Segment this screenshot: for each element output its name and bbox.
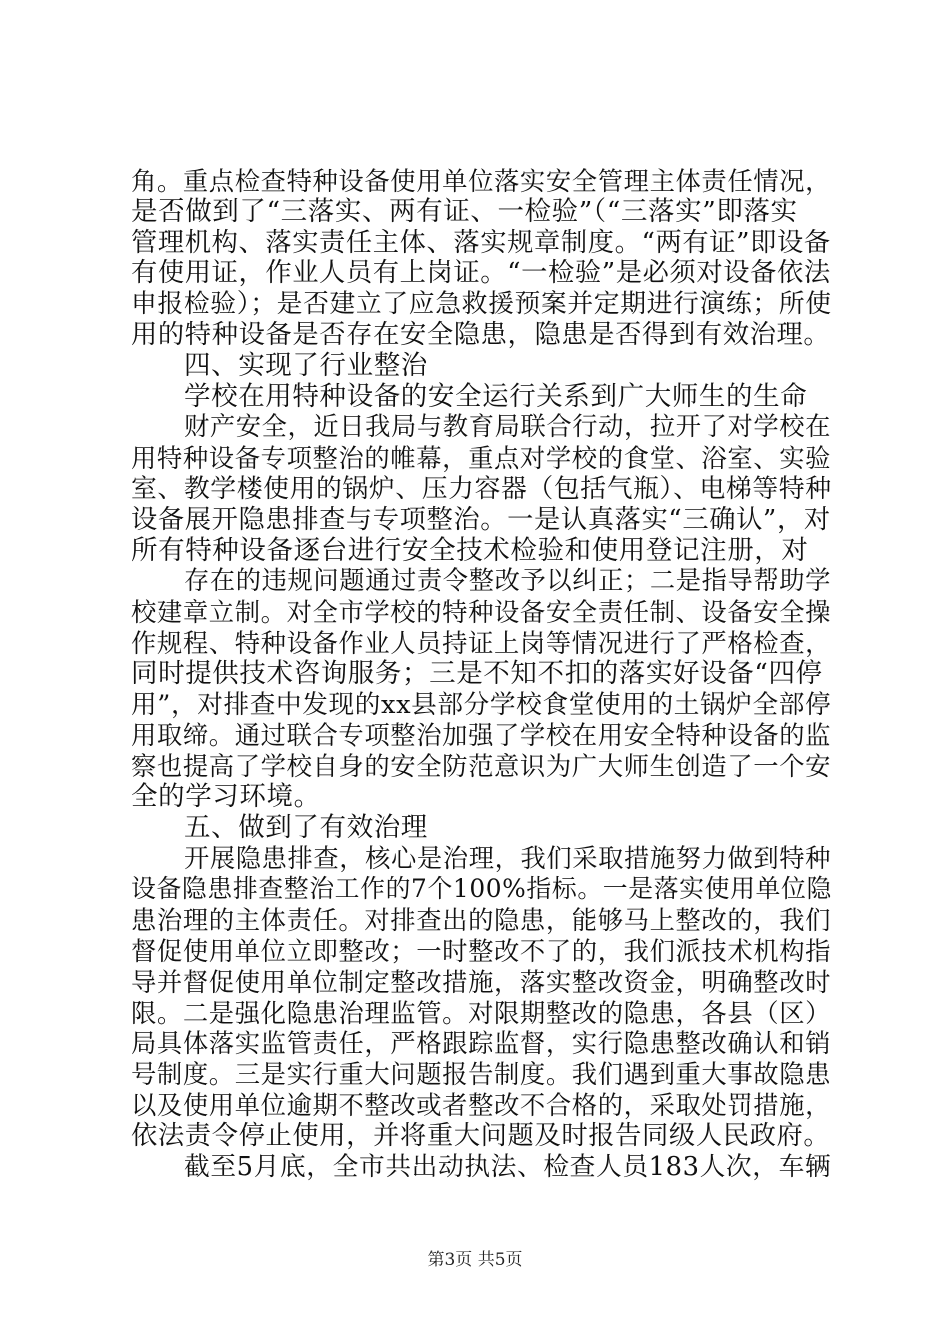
text-line: 截至5月底，全市共出动执法、检查人员183人次，车辆 <box>184 1151 832 1182</box>
text-line: 开展隐患排查，核心是治理，我们采取措施努力做到特种 <box>184 843 832 873</box>
text-line: 存在的违规问题通过责令整改予以纠正；二是指导帮助学 <box>184 566 832 596</box>
text-line: 限。二是强化隐患治理监管。对限期整改的隐患，各县（区） <box>131 997 832 1028</box>
text-line: 所有特种设备逐台进行安全技术检验和使用登记注册，对 <box>131 534 809 566</box>
text-line: 五、做到了有效治理 <box>184 811 428 843</box>
text-line: 用特种设备专项整治的帷幕，重点对学校的食堂、浴室、实验 <box>131 443 832 474</box>
text-line: 有使用证，作业人员有上岗证。“一检验”是必须对设备依法 <box>131 258 831 289</box>
text-line: 导并督促使用单位制定整改措施，落实整改资金，明确整改时 <box>131 966 832 997</box>
text-line: 角。重点检查特种设备使用单位落实安全管理主体责任情况， <box>131 166 832 196</box>
text-line: 全的学习环境。 <box>131 780 321 812</box>
document-body <box>131 166 831 1182</box>
text-line: 以及使用单位逾期不整改或者整改不合格的，采取处罚措施， <box>131 1089 832 1120</box>
text-line: 设备展开隐患排查与专项整治。一是认真落实“三确认”，对 <box>131 504 831 535</box>
text-line: 设备隐患排查整治工作的7个100%指标。一是落实使用单位隐 <box>131 874 832 904</box>
text-line: 四、实现了行业整治 <box>184 349 428 381</box>
text-line: 是否做到了“三落实、两有证、一检验”（“三落实”即落实 <box>131 195 798 227</box>
text-line: 察也提高了学校自身的安全防范意识为广大师生创造了一个安 <box>131 751 832 782</box>
text-line: 申报检验）；是否建立了应急救援预案并定期进行演练；所使 <box>131 289 832 320</box>
text-line: 督促使用单位立即整改；一时整改不了的，我们派技术机构指 <box>131 935 832 966</box>
text-line: 室、教学楼使用的锅炉、压力容器（包括气瓶）、电梯等特种 <box>131 473 832 504</box>
text-line: 学校在用特种设备的安全运行关系到广大师生的生命 <box>184 380 808 412</box>
page-footer: 第3页 共5页 <box>427 1250 523 1270</box>
text-line: 号制度。三是实行重大问题报告制度。我们遇到重大事故隐患 <box>131 1059 832 1090</box>
text-line: 作规程、特种设备作业人员持证上岗等情况进行了严格检查， <box>131 627 832 658</box>
text-line: 财产安全，近日我局与教育局联合行动，拉开了对学校在 <box>184 412 832 442</box>
text-line: 同时提供技术咨询服务；三是不知不扣的落实好设备“四停 <box>131 657 823 689</box>
text-line: 校建章立制。对全市学校的特种设备安全责任制、设备安全操 <box>131 597 832 628</box>
text-line: 局具体落实监管责任，严格跟踪监督，实行隐患整改确认和销 <box>131 1028 832 1059</box>
text-line: 用”，对排查中发现的xx县部分学校食堂使用的土锅炉全部停 <box>131 689 832 720</box>
text-line: 管理机构、落实责任主体、落实规章制度。“两有证”即设备 <box>131 227 831 258</box>
text-line: 患治理的主体责任。对排查出的隐患，能够马上整改的，我们 <box>131 905 832 936</box>
text-line: 用取缔。通过联合专项整治加强了学校在用安全特种设备的监 <box>131 720 832 751</box>
text-line: 用的特种设备是否存在安全隐患，隐患是否得到有效治理。 <box>131 319 831 350</box>
text-line: 依法责令停止使用，并将重大问题及时报告同级人民政府。 <box>131 1120 831 1151</box>
